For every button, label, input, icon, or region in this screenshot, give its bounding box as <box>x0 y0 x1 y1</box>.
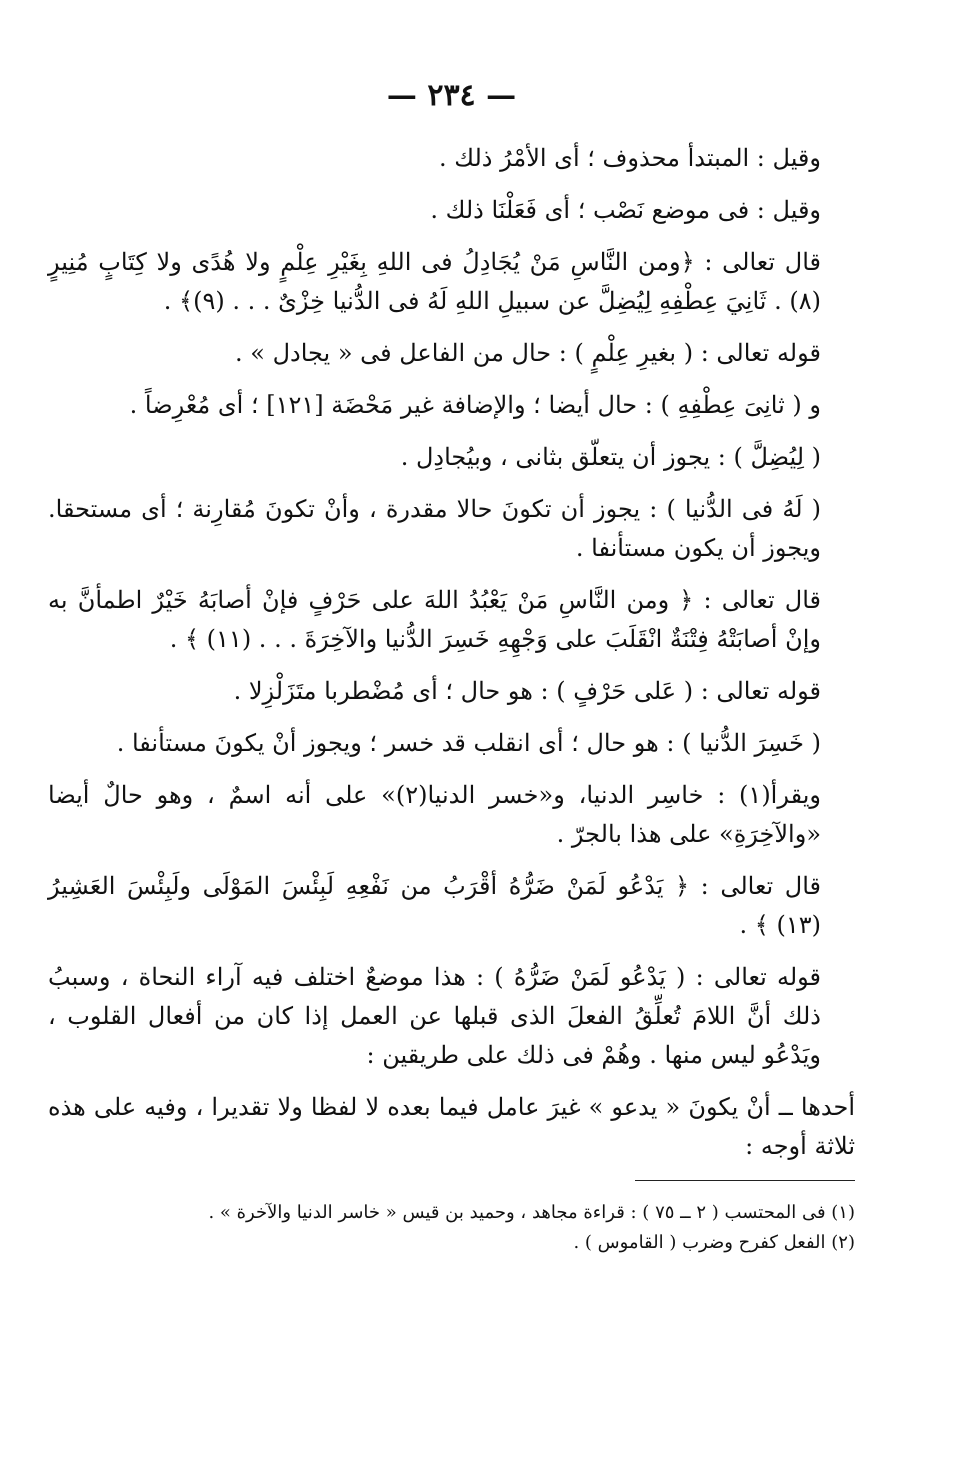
paragraph: وقيل : فى موضع نَصْب ؛ أى فَعَلْنَا ذلك . <box>430 196 821 224</box>
paragraph: ( لِيُضِلَّ ) : يجوز أن يتعلّق بثانى ، وبيُجادِل . <box>400 443 821 471</box>
paragraph: أحدها ــ أنْ يكونَ « يدعو » غيرَ عامل فيما بعده لا لفظا ولا تقديرا ، وفيه على هذه ثلاثة أوجه : <box>48 1093 855 1160</box>
footnotes <box>48 1199 855 1257</box>
paragraph: ويقرأ(١) : خاسِر الدنيا، و«خسر الدنيا(٢)» على أنه اسمٌ ، وهو حالٌ أيضا «والآخِرَةِ» على هذا بالجرّ . <box>48 781 821 848</box>
quran-verse-paragraph: قال تعالى : ﴿ يَدْعُو لَمَنْ ضَرُّهُ أقْرَبُ من نَفْعِهِ لَبِئْسَ المَوْلَى ولَبِئْسَ العَشِيرُ (١٣) ﴾ . <box>48 872 821 939</box>
quran-verse-paragraph: قال تعالى : ﴿ومن النَّاسِ مَنْ يُجَادِلُ فى اللهِ بِغَيْرِ عِلْمٍ ولا هُدًى ولا كِتَابٍ مُنِيرٍ (٨) . ثَانِيَ عِطْفِهِ لِيُضِلَّ عن سبيلِ اللهِ لَهُ فى الدُّنيا خِزْىٌ . . . (٩)﴾ . <box>48 248 821 315</box>
main-text <box>48 139 855 1166</box>
footnote: (٢) الفعل كفرح وضرب ( القاموس ) . <box>573 1232 855 1253</box>
footnote-divider <box>635 1180 855 1181</box>
paragraph: ( لَهُ فى الدُّنيا ) : يجوز أن تكونَ حالا مقدرة ، وأنْ تكونَ مُقارِنة ؛ أى مستحقا. ويجوز أن يكون مستأنفا . <box>48 495 821 562</box>
paragraph: قوله تعالى : ( عَلى حَرْفٍ ) : هو حال ؛ أى مُضْطربا متَزَلْزِلا . <box>233 677 821 705</box>
footnote: (١) فى المحتسب ( ٢ ــ ٧٥ ) : قراءة مجاهد ، وحميد بن قيس « خاسر الدنيا والآخرة » . <box>208 1202 855 1223</box>
paragraph: قوله تعالى : ( يَدْعُو لَمَنْ ضَرُّهُ ) : هذا موضعٌ اختلف فيه آراء النحاة ، وسببُ ذلك أنَّ اللامَ تُعلِّقُ الفعلَ الذى قبلها عن العمل إذا كان من أفعال القلوب ، ويَدْعُو ليس منها . وهُمْ فى ذلك على طريقين : <box>48 963 821 1069</box>
paragraph: وقيل : المبتدأ محذوف ؛ أى الأمْرُ ذلك . <box>438 144 821 172</box>
quran-verse-paragraph: قال تعالى : ﴿ ومن النَّاسِ مَنْ يَعْبُدُ اللهَ على حَرْفٍ فإنْ أصابَهُ خَيْرٌ اطمأنَّ به وإنْ أصابَتْهُ فِتْنَةٌ انْقَلَبَ على وَجْهِهِ خَسِرَ الدُّنيا والآخِرَةَ . . . (١١) ﴾ . <box>48 586 821 653</box>
paragraph: ( خَسِرَ الدُّنيا ) : هو حال ؛ أى انقلب قد خسر ؛ ويجوز أنْ يكونَ مستأنفا . <box>116 729 821 757</box>
page-number: — ٢٣٤ — <box>386 78 517 113</box>
paragraph: قوله تعالى : ( بغيرِ عِلْمٍ ) : حال من الفاعل فى « يجادل » . <box>235 339 821 367</box>
paragraph: و ( ثانِىَ عِطْفِهِ ) : حال أيضا ؛ والإضافة غير مَحْضَة [١٢١] ؛ أى مُعْرِضاً . <box>129 391 821 419</box>
